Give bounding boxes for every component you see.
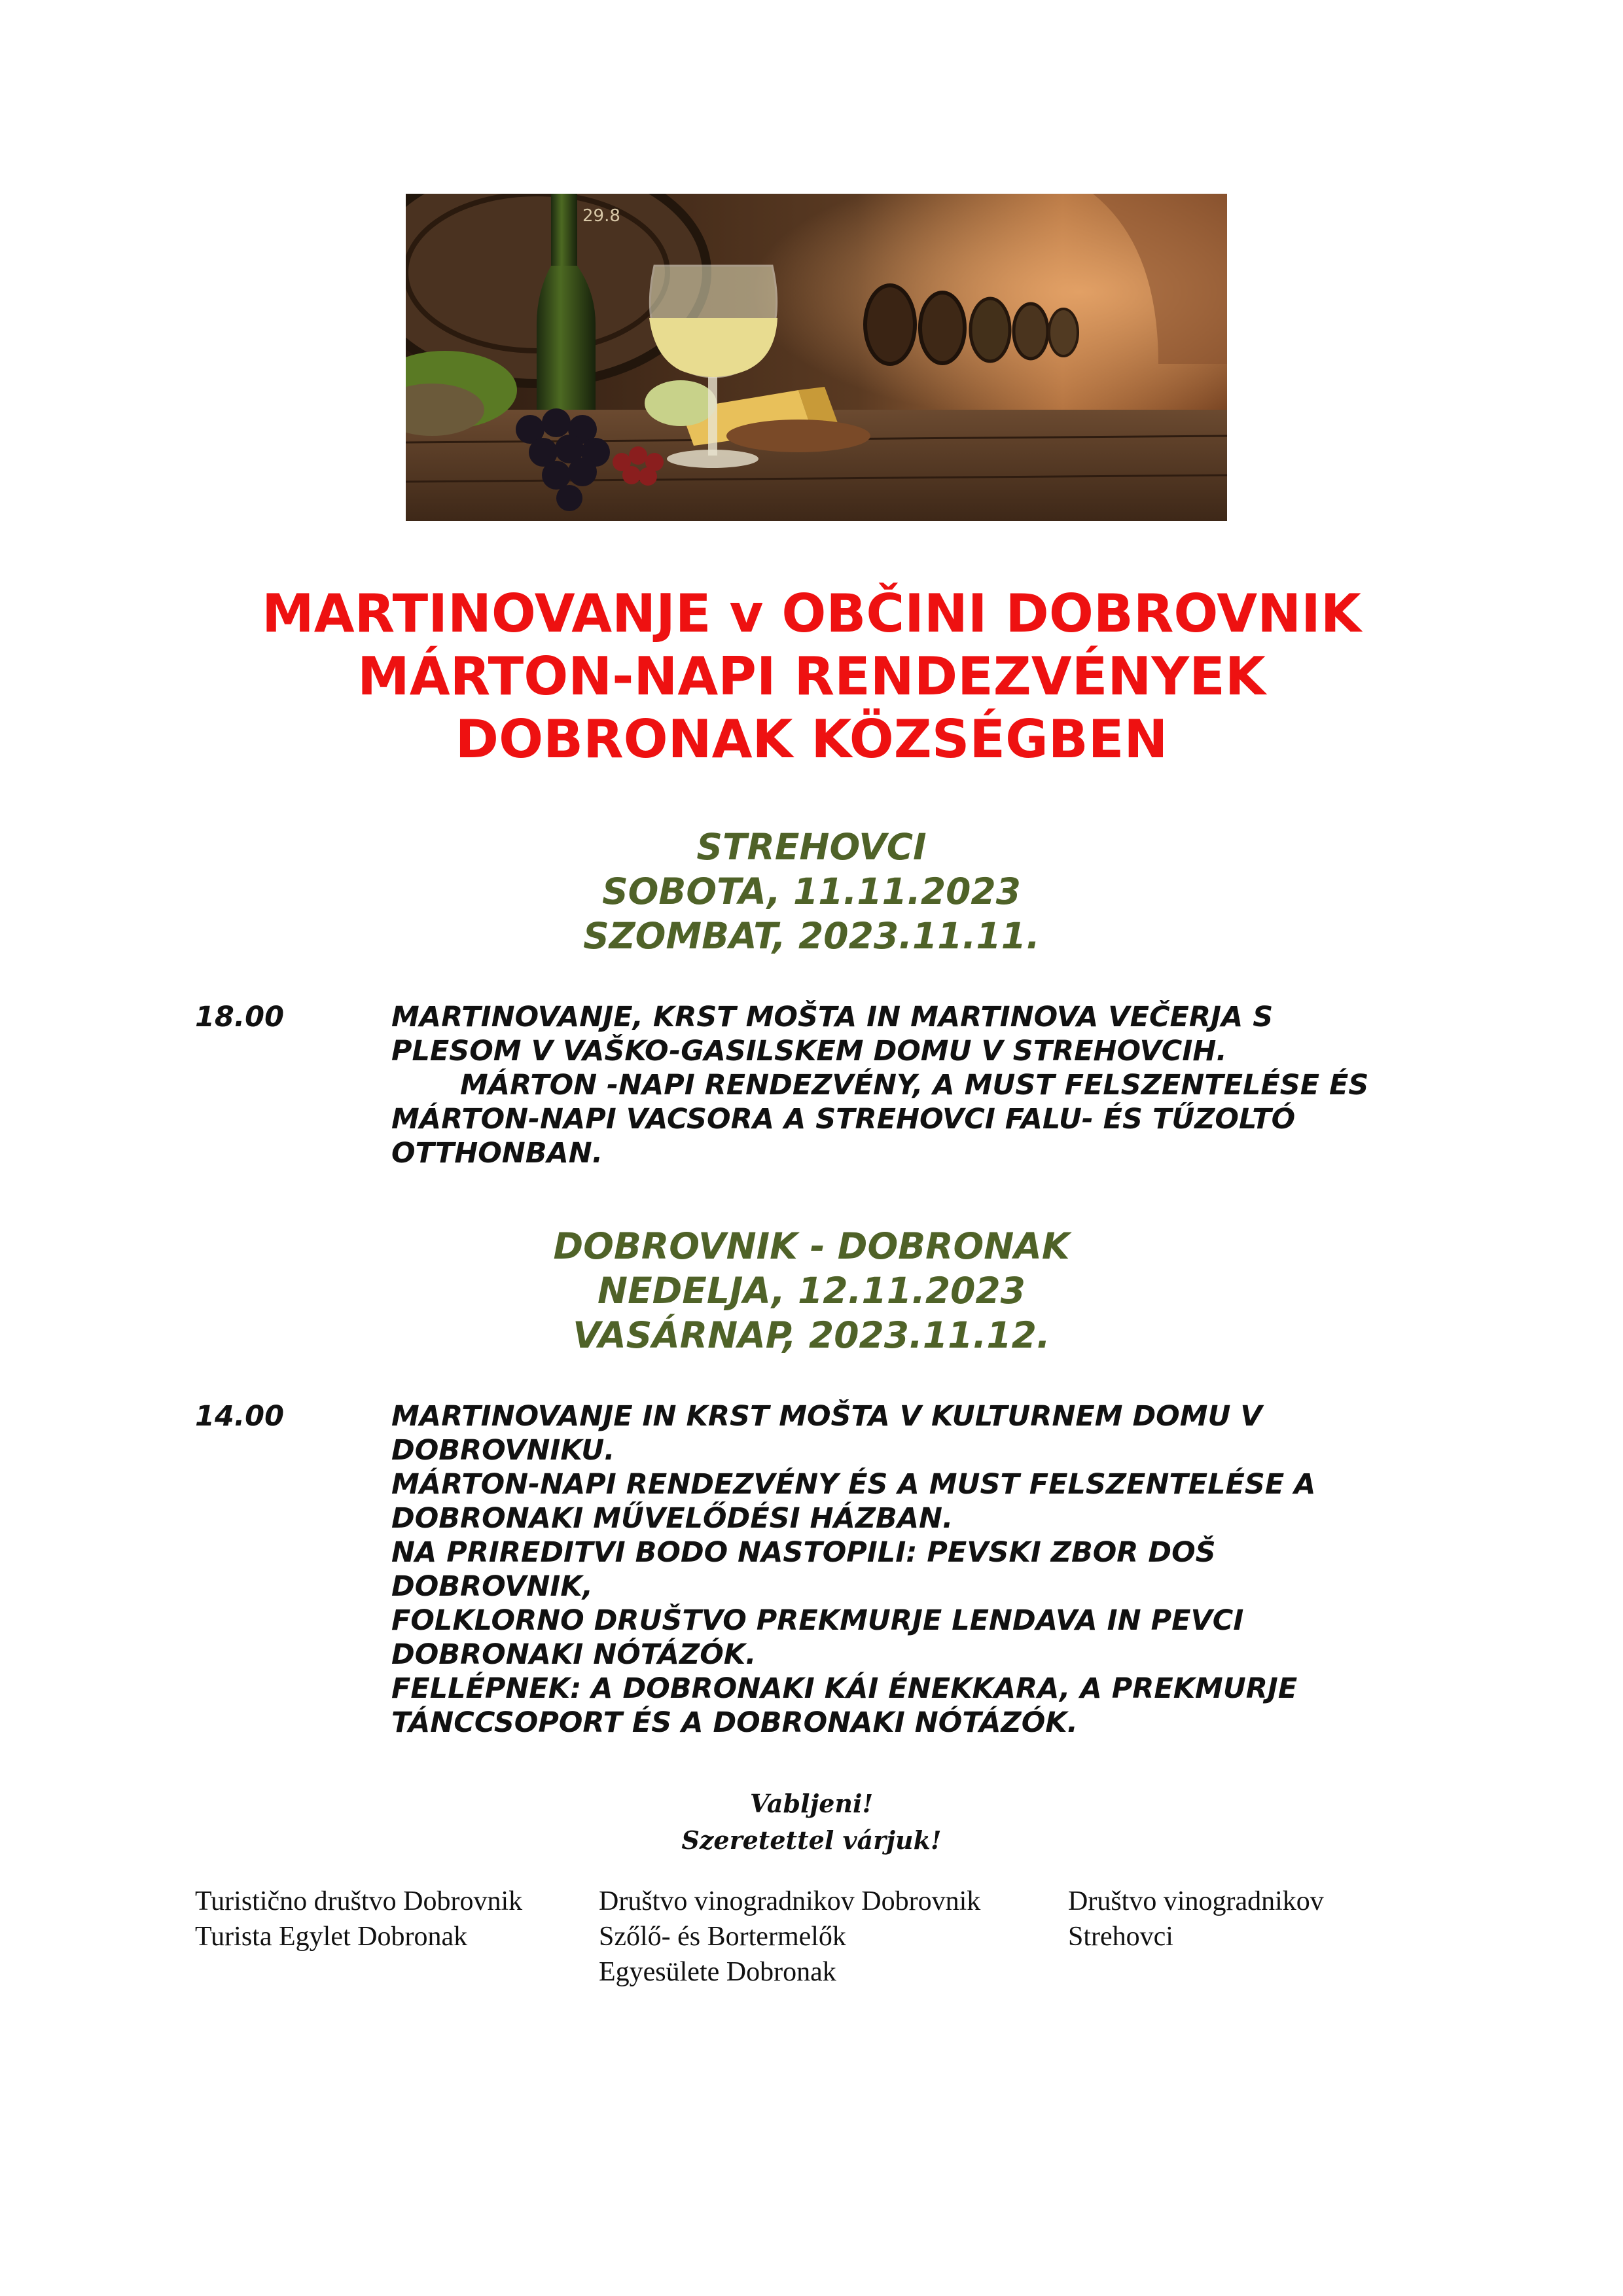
event-time: 14.00 xyxy=(195,1400,285,1433)
wine-cellar-photo-icon xyxy=(406,194,1227,521)
event-line: DOBROVNIKU. xyxy=(391,1434,615,1467)
venue-date-hu: VASÁRNAP, 2023.11.12. xyxy=(573,1314,1050,1356)
title-line-2: MÁRTON-NAPI RENDEZVÉNYEK xyxy=(357,646,1266,707)
event-description xyxy=(391,1399,1471,1740)
venue-strehovci xyxy=(0,825,1623,958)
title-line-1: MARTINOVANJE v OBČINI DOBROVNIK xyxy=(262,583,1361,644)
event-line: NA PRIREDITVI BODO NASTOPILI: PEVSKI ZBOR DOŠ xyxy=(391,1536,1216,1569)
organizer-winegrowers-dobrovnik xyxy=(599,1884,980,1990)
event-line: MÁRTON -NAPI RENDEZVÉNY, A MUST FELSZENTELÉSE ÉS xyxy=(460,1069,1369,1102)
venue-date-sl: SOBOTA, 11.11.2023 xyxy=(602,870,1021,912)
organizer-line: Društvo vinogradnikov Dobrovnik xyxy=(599,1886,981,1916)
event-line: MÁRTON-NAPI RENDEZVÉNY ÉS A MUST FELSZENTELÉSE A xyxy=(391,1468,1316,1501)
event-line: MARTINOVANJE, KRST MOŠTA IN MARTINOVA VEČERJA S xyxy=(391,1001,1274,1033)
event-line: DOBRONAKI NÓTÁZÓK. xyxy=(391,1638,757,1671)
event-line: PLESOM V VAŠKO-GASILSKEM DOMU V STREHOVCIH. xyxy=(391,1035,1227,1067)
event-line: DOBROVNIK, xyxy=(391,1570,594,1603)
venue-name: STREHOVCI xyxy=(696,826,927,868)
welcome-sl: Vabljeni! xyxy=(749,1789,874,1818)
organizer-line: Egyesülete Dobronak xyxy=(599,1957,836,1987)
event-line: MARTINOVANJE IN KRST MOŠTA V KULTURNEM DOMU V xyxy=(391,1400,1262,1433)
welcome-hu: Szeretettel várjuk! xyxy=(681,1825,942,1855)
event-line: TÁNCCSOPORT ÉS A DOBRONAKI NÓTÁZÓK. xyxy=(391,1706,1078,1739)
title-line-3: DOBRONAK KÖZSÉGBEN xyxy=(455,709,1168,770)
event-title xyxy=(0,583,1623,771)
event-description xyxy=(391,1000,1471,1170)
organizer-line: Turistično društvo Dobrovnik xyxy=(195,1886,523,1916)
welcome-message xyxy=(0,1785,1623,1859)
event-line: MÁRTON-NAPI VACSORA A STREHOVCI FALU- ÉS TŰZOLTÓ xyxy=(391,1103,1296,1136)
event-time: 18.00 xyxy=(195,1001,285,1033)
organizer-tourist-society xyxy=(195,1884,522,1954)
event-line: FOLKLORNO DRUŠTVO PREKMURJE LENDAVA IN PEVCI xyxy=(391,1604,1244,1637)
organizer-winegrowers-strehovci xyxy=(1068,1884,1324,1954)
venue-dobrovnik xyxy=(0,1224,1623,1357)
hero-image xyxy=(406,194,1227,521)
organizer-line: Szőlő- és Bortermelők xyxy=(599,1922,846,1952)
venue-date-hu: SZOMBAT, 2023.11.11. xyxy=(583,915,1040,957)
venue-date-sl: NEDELJA, 12.11.2023 xyxy=(597,1270,1026,1312)
barrel-label: 29.8 xyxy=(582,206,620,226)
event-line: DOBRONAKI MŰVELŐDÉSI HÁZBAN. xyxy=(391,1502,954,1535)
organizer-line: Turista Egylet Dobronak xyxy=(195,1922,468,1952)
event-line: OTTHONBAN. xyxy=(391,1137,603,1170)
event-line: FELLÉPNEK: A DOBRONAKI KÁI ÉNEKKARA, A PREKMURJE xyxy=(391,1672,1298,1705)
organizer-line: Društvo vinogradnikov xyxy=(1068,1886,1324,1916)
organizer-line: Strehovci xyxy=(1068,1922,1173,1952)
venue-name: DOBROVNIK - DOBRONAK xyxy=(553,1225,1070,1267)
